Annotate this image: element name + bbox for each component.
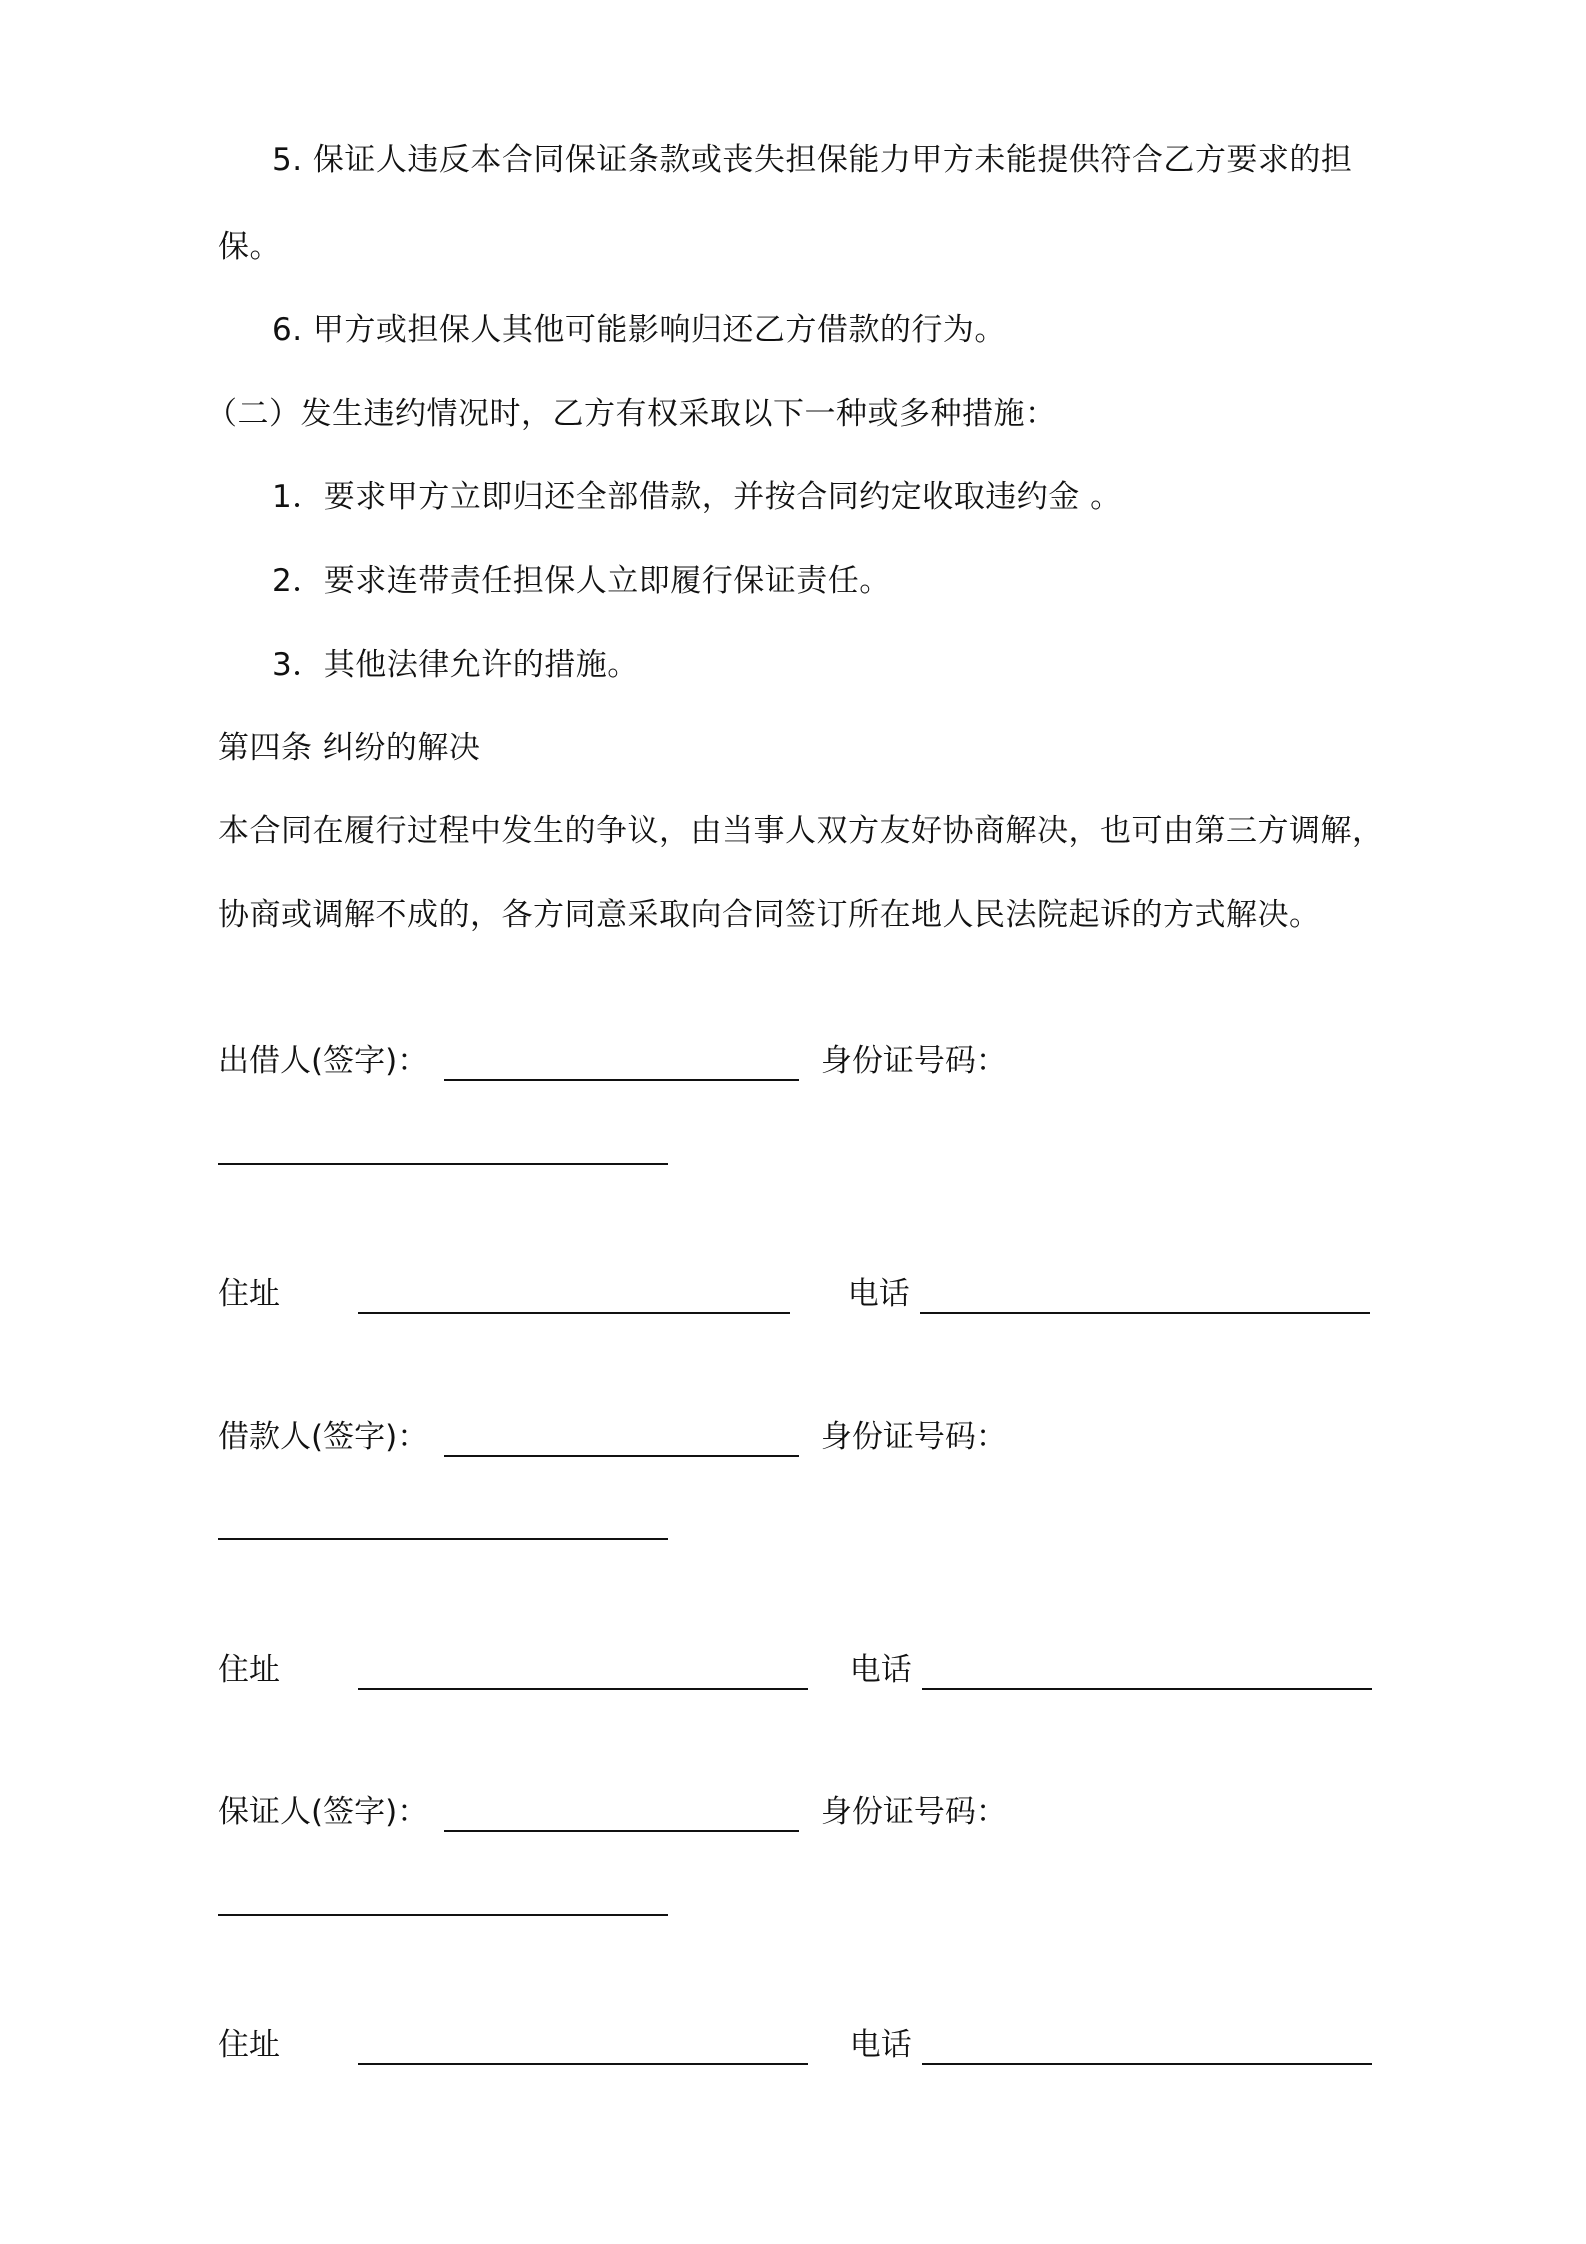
borrower-id-blank[interactable] <box>218 1508 668 1540</box>
guarantor-signature-blank[interactable] <box>444 1800 799 1832</box>
measure-2: 2．要求连带责任担保人立即履行保证责任。 <box>272 563 891 599</box>
article-4-paragraph-line-2: 协商或调解不成的，各方同意采取向合同签订所在地人民法院起诉的方式解决。 <box>218 897 1321 933</box>
section-2-heading: （二）发生违约情况时，乙方有权采取以下一种或多种措施： <box>206 396 1057 432</box>
guarantor-label: 保证人(签字)： <box>218 1794 429 1830</box>
guarantor-id-label: 身份证号码： <box>820 1794 1007 1830</box>
guarantor-id-blank[interactable] <box>218 1884 668 1916</box>
guarantor-signature-row <box>218 1792 1007 1832</box>
lender-label: 出借人(签字)： <box>218 1043 429 1079</box>
borrower-signature-blank[interactable] <box>444 1425 799 1457</box>
guarantor-address-blank[interactable] <box>358 2033 808 2065</box>
borrower-id-label: 身份证号码： <box>820 1419 1007 1455</box>
clause-item-5-line-2: 保。 <box>218 229 281 265</box>
lender-signature-row <box>218 1041 1007 1081</box>
guarantor-phone-blank[interactable] <box>922 2033 1372 2065</box>
clause-item-5-line-1: 5. 保证人违反本合同保证条款或丧失担保能力甲方未能提供符合乙方要求的担 <box>272 142 1353 178</box>
lender-id-blank[interactable] <box>218 1133 668 1165</box>
article-4-heading: 第四条 纠纷的解决 <box>218 730 481 766</box>
lender-phone-blank[interactable] <box>920 1282 1370 1314</box>
guarantor-address-row <box>218 2025 1372 2065</box>
borrower-address-row <box>218 1650 1372 1690</box>
borrower-label: 借款人(签字)： <box>218 1419 429 1455</box>
measure-3: 3．其他法律允许的措施。 <box>272 647 639 683</box>
guarantor-address-label: 住址 <box>218 2027 280 2063</box>
guarantor-phone-label: 电话 <box>849 2027 912 2063</box>
borrower-address-label: 住址 <box>218 1652 280 1688</box>
borrower-phone-blank[interactable] <box>922 1658 1372 1690</box>
borrower-signature-row <box>218 1417 1007 1457</box>
clause-item-6: 6. 甲方或担保人其他可能影响归还乙方借款的行为。 <box>272 312 1006 348</box>
borrower-address-blank[interactable] <box>358 1658 808 1690</box>
article-4-paragraph-line-1: 本合同在履行过程中发生的争议，由当事人双方友好协商解决，也可由第三方调解， <box>218 813 1384 849</box>
lender-address-blank[interactable] <box>358 1282 790 1314</box>
lender-address-label: 住址 <box>218 1276 280 1312</box>
borrower-phone-label: 电话 <box>849 1652 912 1688</box>
lender-address-row <box>218 1274 1370 1314</box>
lender-phone-label: 电话 <box>847 1276 910 1312</box>
lender-signature-blank[interactable] <box>444 1049 799 1081</box>
lender-id-label: 身份证号码： <box>820 1043 1007 1079</box>
measure-1: 1．要求甲方立即归还全部借款，并按合同约定收取违约金 。 <box>272 479 1122 515</box>
